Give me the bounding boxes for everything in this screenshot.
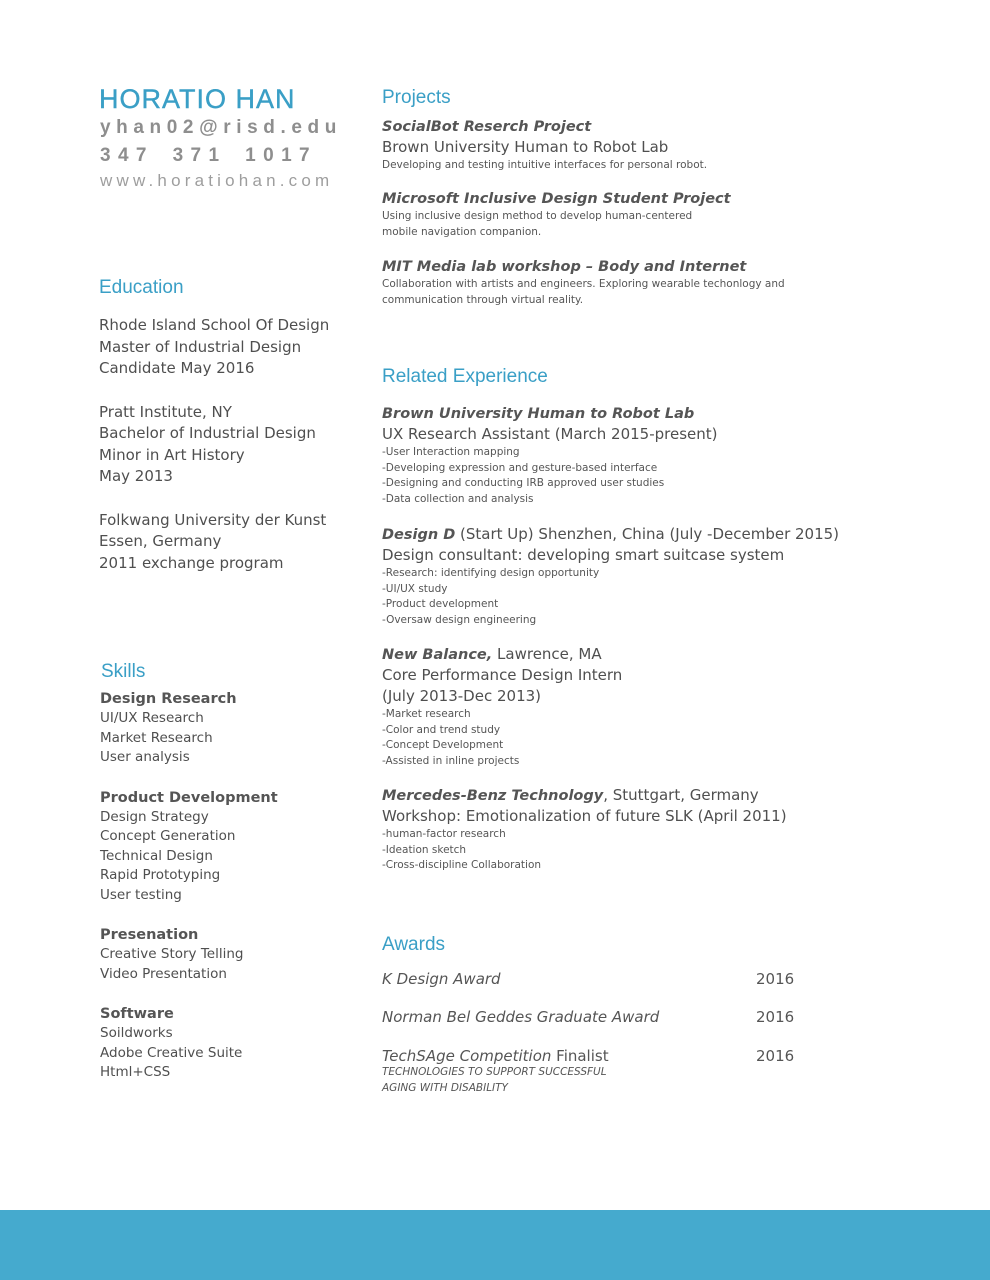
award-entry <box>382 970 802 988</box>
project-entry <box>382 117 902 174</box>
skill-item: User analysis <box>100 749 190 765</box>
award-year: 2016 <box>756 1047 795 1065</box>
awards-heading: Awards <box>382 934 446 955</box>
website-link[interactable]: www.horatiohan.com <box>100 171 334 190</box>
experience-role: Design consultant: developing smart suitcase system <box>382 546 785 564</box>
project-entry <box>382 189 902 240</box>
award-suffix: Finalist <box>551 1047 609 1065</box>
skill-item: Video Presentation <box>100 965 227 982</box>
skill-item: Soildworks <box>100 1025 173 1041</box>
skill-group-title: Software <box>100 1006 174 1022</box>
skill-group-title: Product Development <box>100 789 278 806</box>
experience-role: Workshop: Emotionalization of future SLK (April 2011) <box>382 807 787 825</box>
project-title: SocialBot Reserch Project <box>382 119 592 135</box>
project-description: Collaboration with artists and engineers. Exploring wearable techonlogy and <box>382 278 785 290</box>
award-year: 2016 <box>756 1008 795 1026</box>
experience-detail: -Cross-discipline Collaboration <box>382 859 542 871</box>
education-line: Candidate May 2016 <box>99 359 255 377</box>
experience-detail: -Data collection and analysis <box>382 492 534 505</box>
skills-heading: Skills <box>101 661 146 682</box>
project-entry <box>382 257 902 308</box>
education-line: Rhode Island School Of Design <box>99 316 330 334</box>
project-title: Microsoft Inclusive Design Student Project <box>382 191 731 207</box>
award-note: AGING WITH DISABILITY <box>382 1081 508 1094</box>
skill-item: UI/UX Research <box>100 710 204 726</box>
experience-detail: -Research: identifying design opportunity <box>382 567 600 579</box>
awards-list <box>382 970 902 1110</box>
experience-detail: -Color and trend study <box>382 723 501 736</box>
skill-group <box>100 788 360 906</box>
skill-group <box>100 689 360 768</box>
skill-group-title: Design Research <box>100 691 237 707</box>
experience-detail: -Product development <box>382 598 499 610</box>
phone-number: 347 371 1017 <box>100 145 318 166</box>
education-entry <box>99 510 349 575</box>
experience-detail: -Concept Development <box>382 739 504 751</box>
award-entry <box>382 1008 802 1026</box>
education-heading: Education <box>99 277 184 298</box>
skill-group <box>100 1004 360 1083</box>
education-line: Essen, Germany <box>99 532 222 550</box>
experience-title: Design D <box>382 527 456 543</box>
skill-group-title: Presenation <box>100 927 199 943</box>
experience-title-rest: Lawrence, MA <box>492 645 602 663</box>
skill-item: Market Research <box>100 729 213 746</box>
project-description: mobile navigation companion. <box>382 225 542 238</box>
experience-detail: -Oversaw design engineering <box>382 613 537 626</box>
experience-title: Mercedes-Benz Technology <box>382 788 604 804</box>
skill-item: Adobe Creative Suite <box>100 1044 243 1061</box>
education-entry <box>99 315 349 380</box>
experience-entry <box>382 524 902 628</box>
skill-item: Concept Generation <box>100 828 236 844</box>
experience-detail: -Market research <box>382 708 471 720</box>
footer-bar <box>0 1210 990 1280</box>
education-line: Master of Industrial Design <box>99 337 302 356</box>
skill-item: Design Strategy <box>100 808 209 825</box>
project-description: Using inclusive design method to develop human-centered <box>382 210 693 222</box>
skill-item: Rapid Prototyping <box>100 867 221 883</box>
award-note: TECHNOLOGIES TO SUPPORT SUCCESSFUL <box>382 1066 607 1078</box>
skill-item: User testing <box>100 886 182 903</box>
experience-entry <box>382 403 902 507</box>
projects-heading: Projects <box>382 87 451 108</box>
experience-detail: -Assisted in inline projects <box>382 754 520 767</box>
experience-detail: -Ideation sketch <box>382 843 467 856</box>
award-entry <box>382 1047 802 1096</box>
education-line: 2011 exchange program <box>99 553 284 572</box>
project-subtitle: Brown University Human to Robot Lab <box>382 138 669 156</box>
award-name: TechSAge Competition <box>382 1047 552 1065</box>
experience-dates: (July 2013-Dec 2013) <box>382 687 542 705</box>
project-description: Developing and testing intuitive interfaces for personal robot. <box>382 159 708 171</box>
skill-item: Html+CSS <box>100 1064 171 1080</box>
skill-item: Technical Design <box>100 847 213 864</box>
experience-entry <box>382 785 902 874</box>
project-title: MIT Media lab workshop – Body and Internet <box>382 259 747 275</box>
education-line: Minor in Art History <box>99 445 245 464</box>
experience-detail: -UI/UX study <box>382 582 448 595</box>
experience-detail: -Developing expression and gesture-based interface <box>382 461 658 474</box>
experience-list <box>382 403 902 883</box>
email-address[interactable]: yhan02@risd.edu <box>100 117 342 138</box>
experience-title-rest: (Start Up) Shenzhen, China (July -December 2015) <box>455 525 840 543</box>
education-entry <box>99 402 349 488</box>
experience-detail: -Designing and conducting IRB approved user studies <box>382 477 665 489</box>
education-line: Folkwang University der Kunst <box>99 510 327 529</box>
experience-detail: -human-factor research <box>382 828 506 840</box>
experience-title: New Balance, <box>382 647 493 663</box>
experience-entry <box>382 644 902 769</box>
skills-list <box>100 689 360 1103</box>
experience-title: Brown University Human to Robot Lab <box>382 406 695 422</box>
education-line: Bachelor of Industrial Design <box>99 424 316 442</box>
experience-title-rest: , Stuttgart, Germany <box>603 786 759 804</box>
award-year: 2016 <box>756 970 795 988</box>
education-line: Pratt Institute, NY <box>99 402 232 421</box>
experience-heading: Related Experience <box>382 366 548 387</box>
education-line: May 2013 <box>99 467 173 485</box>
experience-detail: -User Interaction mapping <box>382 446 520 458</box>
resume-name: HORATIO HAN <box>99 84 296 114</box>
project-description: communication through virtual reality. <box>382 293 584 306</box>
skill-item: Creative Story Telling <box>100 946 244 962</box>
skill-group <box>100 925 360 984</box>
projects-list <box>382 117 902 317</box>
award-name: K Design Award <box>382 970 501 988</box>
experience-role: Core Performance Design Intern <box>382 666 623 684</box>
experience-role: UX Research Assistant (March 2015-present) <box>382 425 718 443</box>
award-name: Norman Bel Geddes Graduate Award <box>382 1008 660 1026</box>
education-list <box>99 315 349 596</box>
